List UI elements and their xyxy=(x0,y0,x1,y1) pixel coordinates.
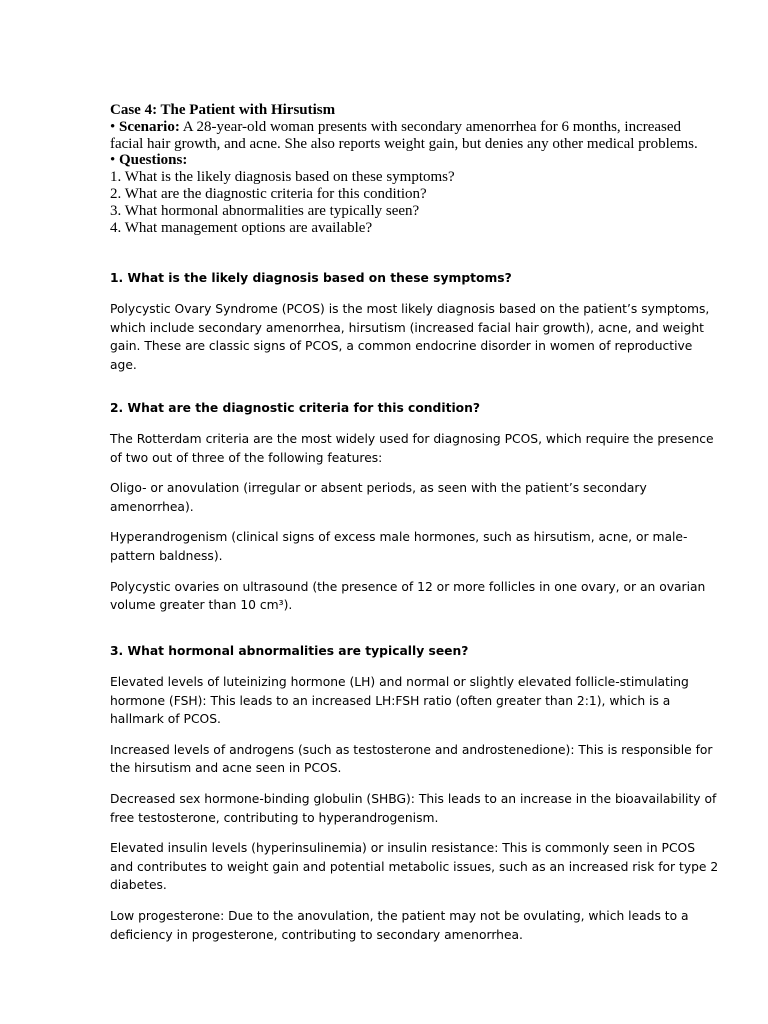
hormone-item: Increased levels of androgens (such as testosterone and androstenedione): This is responsible for the hirsutism and acne seen in PCOS. xyxy=(110,742,713,776)
section-heading: 3. What hormonal abnormalities are typically seen? xyxy=(110,644,469,658)
hormone-item: Elevated insulin levels (hyperinsulinemia) or insulin resistance: This is commonly seen in PCOS and contributes to weight gain and potential metabolic issues, such as an increased risk for type 2 diabetes. xyxy=(110,841,719,893)
criteria-item: Oligo- or anovulation (irregular or absent periods, as seen with the patient’s secondary amenorrhea). xyxy=(110,481,647,514)
section-paragraph: Polycystic Ovary Syndrome (PCOS) is the most likely diagnosis based on the patient’s symptoms, which include secondary amenorrhea, hirsutism (increased facial hair growth), acne, and weight gain. These are classic signs of PCOS, a common endocrine disorder in women of reproductive age. xyxy=(110,302,710,372)
section-paragraph: The Rotterdam criteria are the most widely used for diagnosing PCOS, which require the presence of two out of three of the following features: xyxy=(110,432,714,465)
section-diagnosis xyxy=(110,269,720,374)
question-item: 2. What are the diagnostic criteria for this condition? xyxy=(110,185,427,202)
scenario-label: Scenario: xyxy=(119,118,180,135)
section-hormones xyxy=(110,642,720,944)
hormone-item: Elevated levels of luteinizing hormone (LH) and normal or slightly elevated follicle-stimulating hormone (FSH): This leads to an increased LH:FSH ratio (often greater than 2:1), which is a hallmark of PCOS. xyxy=(110,675,689,727)
question-item: 4. What management options are available? xyxy=(110,219,373,236)
case-title: Case 4: The Patient with Hirsutism xyxy=(110,102,336,118)
case-summary xyxy=(110,102,710,236)
hormone-item: Low progesterone: Due to the anovulation, the patient may not be ovulating, which leads to a deficiency in progesterone, contributing to secondary amenorrhea. xyxy=(110,908,689,942)
question-item: 1. What is the likely diagnosis based on these symptoms? xyxy=(110,169,455,186)
questions-label: Questions: xyxy=(119,152,188,169)
criteria-item: Hyperandrogenism (clinical signs of excess male hormones, such as hirsutism, acne, or male-pattern baldness). xyxy=(110,530,688,563)
question-item: 3. What hormonal abnormalities are typically seen? xyxy=(110,202,420,219)
questions-line xyxy=(110,152,710,169)
hormone-item: Decreased sex hormone-binding globulin (SHBG): This leads to an increase in the bioavailability of free testosterone, contributing to hyperandrogenism. xyxy=(110,791,717,825)
questions-bullet: • xyxy=(110,152,120,169)
scenario-text: A 28-year-old woman presents with secondary amenorrhea for 6 months, increased facial hair growth, and acne. She also reports weight gain, but denies any other medical problems. xyxy=(110,118,698,152)
criteria-item: Polycystic ovaries on ultrasound (the presence of 12 or more follicles in one ovary, or an ovarian volume greater than 10 cm³). xyxy=(110,579,706,613)
section-heading: 2. What are the diagnostic criteria for this condition? xyxy=(110,401,480,415)
scenario-line xyxy=(110,119,710,153)
section-heading: 1. What is the likely diagnosis based on these symptoms? xyxy=(110,271,512,285)
scenario-bullet: • xyxy=(110,118,120,135)
section-criteria xyxy=(110,399,720,615)
